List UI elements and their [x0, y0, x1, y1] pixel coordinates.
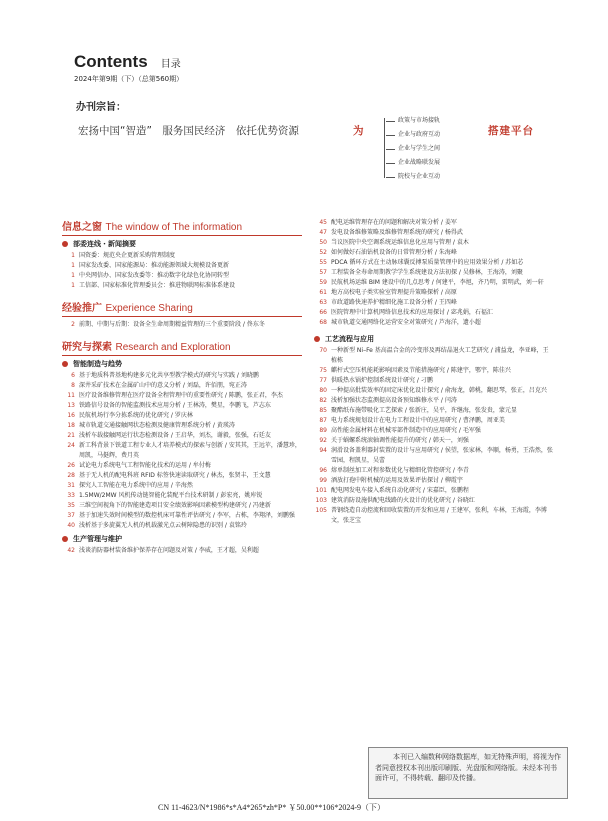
- toc-entry-title: 铁路信号设备的智能监测技术应用分析 / 王林涛，樊星，李鹏飞，芦志东: [79, 402, 271, 409]
- toc-entry: [62, 271, 302, 281]
- toc-entry: [62, 501, 302, 511]
- toc-page-number: 45: [319, 219, 327, 226]
- slogan-for: 为: [353, 125, 364, 137]
- toc-entry: [62, 421, 302, 431]
- toc-entry-title: 聚酯纸布施带吸化工艺探索 / 张新庄，吴平，许继海，张发贵，蒙元显: [331, 407, 517, 414]
- toc-entry-title: 如何做好石油钻机设备的日常管理分析 / 朱海峰: [331, 249, 457, 256]
- toc-entry: [314, 486, 554, 496]
- toc-entry: [314, 416, 554, 426]
- toc-entry-title: 关于蜗螺系统滚轴调性能提升的研究 / 韩天一，刘强: [331, 437, 469, 444]
- section-title-en: Experience Sharing: [105, 303, 193, 314]
- toc-page-number: 24: [67, 442, 75, 449]
- toc-entry: [314, 426, 554, 436]
- toc-entry-title: 浅析车载接触网运行状态检测设备 / 王启华，刘杰，谢毅，张强，石廷友: [79, 432, 271, 439]
- toc-entry-title: 工信部、国家标准化管理委员会：推进物联网标准体系建设: [79, 282, 236, 289]
- slogan-text: 宏扬中国“智造” 服务国民经济 依托优势资源: [78, 125, 299, 137]
- toc-entry: [314, 476, 554, 486]
- toc-entry-title: 地方高校电子类实验室管理提升策略探析 / 高原: [331, 289, 457, 296]
- toc-entry-title: 国家发改委、国家能源局：推动能源领域大规模设备更新: [79, 262, 230, 269]
- toc-entry: [314, 496, 554, 506]
- toc-entry-title: 电力系统规划设计在电力工程设计中的应用研究 / 曹泽鹏，周亚美: [331, 417, 505, 424]
- section-title-research: [62, 338, 302, 356]
- right-column: [314, 218, 554, 526]
- toc-entry-title: 民航机场行李分拣系统的优化研究 / 罗庆林: [79, 412, 193, 419]
- toc-entry-title: 前期、中期与后期：设备全生命周期精益管理的三个重要阶段 / 佟东冬: [79, 321, 265, 328]
- toc-entry: [62, 491, 302, 501]
- toc-entry: [314, 386, 554, 396]
- toc-entry-title: 润滑设备盖利器封装置的设计与应用研究 / 侯望，张家林，李顺，杨勇，王浩然，张雪园，程凯星，吴蕾: [331, 447, 553, 464]
- toc-page-number: 105: [315, 507, 327, 514]
- toc-entry: [62, 546, 302, 556]
- toc-page-number: 94: [319, 447, 327, 454]
- toc-entry: [62, 381, 302, 391]
- toc-page-number: 80: [319, 387, 327, 394]
- toc-page-number: 40: [67, 522, 75, 529]
- toc-page-number: 18: [67, 422, 75, 429]
- toc-page-number: 68: [319, 319, 327, 326]
- toc-page-number: 101: [315, 487, 327, 494]
- toc-page-number: 1: [71, 282, 75, 289]
- toc-page-number: 2: [71, 321, 75, 328]
- toc-page-number: 13: [67, 402, 75, 409]
- toc-entry: [62, 431, 302, 441]
- toc-page-number: 26: [67, 462, 75, 469]
- toc-entry-title: 一种新型 Ni–Fe 基高温合金的冷变形及再结晶退火工艺研究 / 浦益龙，李亚峰，王植栋: [331, 347, 549, 364]
- toc-entry-title: 国资委：规范央企更新采购管理制度: [79, 252, 176, 259]
- toc-page-number: 77: [319, 377, 327, 384]
- left-column: [62, 218, 302, 556]
- toc-entry: [314, 466, 554, 476]
- toc-list: [62, 320, 302, 330]
- toc-entry: [314, 318, 554, 328]
- aim-item: 企业与学生之间: [386, 142, 440, 156]
- toc-entry: [62, 461, 302, 471]
- copyright-notice: 本刊已入编数种网络数据库，如无特殊声明，将视为作者同意授权本刊出版印刷版、光盘版和网络版。未经本刊书面许可，不得转载、翻印及传播。: [368, 747, 568, 799]
- toc-entry: [314, 506, 554, 526]
- toc-entry-title: 试论电力系统电气工程智能化技术的运用 / 牟付梅: [79, 462, 211, 469]
- toc-entry-title: 配电运维管理存在的问题和解决对策分析 / 姜军: [331, 219, 457, 226]
- bullet-dot-icon: [62, 241, 68, 247]
- toc-entry: [314, 366, 554, 376]
- toc-entry: [62, 481, 302, 491]
- toc-entry: [62, 411, 302, 421]
- toc-entry: [62, 471, 302, 481]
- toc-page-number: 82: [319, 397, 327, 404]
- toc-entry-title: 一种提高批装效率的固定床优化设计探究 / 俞海龙，韩桃，翻思琴，张正，吕克兴: [331, 387, 547, 394]
- toc-page-number: 1: [71, 252, 75, 259]
- toc-entry: [62, 511, 302, 521]
- toc-entry: [62, 371, 302, 381]
- toc-entry-title: 探究人工智能在电力系统中的应用 / 辛海然: [79, 482, 193, 489]
- toc-page-number: 8: [71, 382, 75, 389]
- toc-page-number: 21: [67, 432, 75, 439]
- section-title-info: [62, 218, 302, 236]
- toc-entry: [314, 396, 554, 406]
- section-title-en: The window of The information: [105, 222, 243, 233]
- toc-page-number: 28: [67, 472, 75, 479]
- aim-label: 办刊宗旨：: [76, 102, 126, 113]
- toc-entry: [314, 218, 554, 228]
- toc-entry-title: 普钢绕造自动控流和回收装置的开发和应用 / 王建军，张利，车林，王海霞，李博文，张芝宝: [331, 507, 547, 524]
- toc-entry-title: 供暖热水锅炉控制系统设计研究 / 刁鹏: [331, 377, 433, 384]
- toc-page-number: 1: [71, 272, 75, 279]
- toc-entry: [314, 308, 554, 318]
- toc-entry-title: 市政道路快速养护精细化施工设备分析 / 王四峰: [331, 299, 457, 306]
- section-title-en: Research and Exploration: [115, 342, 231, 353]
- toc-entry: [314, 278, 554, 288]
- toc-page-number: 57: [319, 269, 327, 276]
- subsection-title: 部委连线・新闻摘要: [62, 239, 302, 249]
- toc-list: [62, 546, 302, 556]
- toc-entry: [314, 238, 554, 248]
- section-title-cn: 经验推广: [62, 303, 102, 314]
- toc-entry: [314, 258, 554, 268]
- toc-entry-title: 基于地质科普基地构建多元化共享型教学模式的研究与实践 / 刘晓鹏: [79, 372, 259, 379]
- toc-entry-title: 深井采矿技术在金属矿山中的意义分析 / 刘磊，许佰朋，宛正涛: [79, 382, 247, 389]
- toc-page-number: 42: [67, 547, 75, 554]
- toc-entry: [314, 446, 554, 466]
- aim-item: 企业与政府互动: [386, 128, 440, 142]
- toc-entry-title: 1.5MW/2MW 风机传动链智能化装配平台技术研制 / 彭宏亮，姚库锐: [79, 492, 263, 499]
- toc-entry: [314, 298, 554, 308]
- toc-page-number: 92: [319, 437, 327, 444]
- section-title-experience: [62, 299, 302, 317]
- toc-entry-title: 浅谈消防器材装备维护保养存在问题及对策 / 李威，王才超，吴利超: [79, 547, 259, 554]
- contents-title: Contents: [74, 52, 148, 71]
- toc-list: [62, 371, 302, 531]
- toc-entry-title: 浅析基于多旋翼无人机的机载激光点云树障隐患的识别 / 袁铭玲: [79, 522, 247, 529]
- toc-entry-title: 医疗设备维修管理在医疗设备全程管理中的重要性研究 / 陈鹏，张正君，李杰: [79, 392, 283, 399]
- toc-page-number: 1: [71, 262, 75, 269]
- toc-entry: [314, 268, 554, 278]
- toc-entry-title: 建筑消防设施供配电线路的火设计的优化研究 / 谷晓红: [331, 497, 475, 504]
- toc-page-number: 103: [315, 497, 327, 504]
- toc-list: [62, 251, 302, 291]
- aim-item: 企业战略联发展: [386, 156, 440, 170]
- toc-entry: [62, 391, 302, 401]
- toc-entry-title: 新工科背景下铁道工程专业人才培养模式的探索与创新 / 安其其，王远苹，潘慧珍，周凯，马挺辉，费月英: [79, 442, 301, 459]
- slogan-build: 搭建平台: [488, 125, 534, 137]
- bullet-dot-icon: [314, 336, 320, 342]
- toc-page-number: 75: [319, 367, 327, 374]
- toc-entry: [62, 441, 302, 461]
- toc-entry-title: PDCA 循环方式在主动脉球囊反搏泵质量管理中的应用效果分析 / 苏如芯: [331, 259, 524, 266]
- aim-items: [386, 114, 440, 184]
- toc-entry: [314, 436, 554, 446]
- toc-page-number: 61: [319, 289, 327, 296]
- toc-page-number: 6: [71, 372, 75, 379]
- toc-entry: [314, 346, 554, 366]
- toc-entry-title: 当议医院中央空调系统运维信息化应用与管理 / 袁木: [331, 239, 469, 246]
- toc-page-number: 96: [319, 467, 327, 474]
- toc-page-number: 31: [67, 482, 75, 489]
- toc-page-number: 55: [319, 259, 327, 266]
- bullet-dot-icon: [62, 361, 68, 367]
- contents-header: [74, 52, 183, 84]
- toc-page-number: 70: [319, 347, 327, 354]
- contents-title-cn: 目录: [160, 59, 181, 70]
- toc-page-number: 47: [319, 229, 327, 236]
- footer-code: CN 11-4623/N*1986*s*A4*265*zh*P* ￥50.00**106*2024-9（下）: [158, 803, 386, 812]
- toc-page-number: 52: [319, 249, 327, 256]
- toc-page-number: 33: [67, 492, 75, 499]
- toc-entry: [314, 248, 554, 258]
- toc-entry-title: 民航机场运维 BIM 建设中的几点思考 / 何建平，李旭，齐乃明，雷明武，刘一轩: [331, 279, 544, 286]
- toc-entry-title: 城市轨道交通网络化运营安全对策研究 / 芦海洋，遗小超: [331, 319, 481, 326]
- section-title-cn: 信息之窗: [62, 222, 102, 233]
- toc-page-number: 59: [319, 279, 327, 286]
- toc-entry: [62, 401, 302, 411]
- toc-page-number: 89: [319, 427, 327, 434]
- toc-page-number: 16: [67, 412, 75, 419]
- toc-entry: [314, 228, 554, 238]
- toc-entry: [62, 251, 302, 261]
- toc-page-number: 99: [319, 477, 327, 484]
- toc-entry-title: 麒杆式空压机能耗影响因素及节能措施研究 / 陈建宇，鄂宇，陈佳兴: [331, 367, 511, 374]
- toc-list: [314, 346, 554, 526]
- toc-page-number: 37: [67, 512, 75, 519]
- toc-entry-title: 浅析加强状态监测提高设备预知维修水平 / 闫涛: [331, 397, 457, 404]
- subsection-title: 生产管理与维护: [62, 534, 302, 544]
- subsection-title: 工艺流程与应用: [314, 334, 554, 344]
- toc-entry-title: 高性能金属材料在机械零部件制造中的应用研究 / 毛军强: [331, 427, 481, 434]
- toc-entry-title: 基于加速失效时间模型的数控机床可靠性评估研究 / 李军，占栋，李翔泽，刘鹏强: [79, 512, 295, 519]
- toc-entry: [314, 376, 554, 386]
- toc-entry-title: 配电网发电车接入系统自动化研究 / 宋嘉臣，张鹏程: [331, 487, 469, 494]
- toc-entry-title: 城市轨道交通接触网状态检测及健康管理系统分析 / 黄瑛涛: [79, 422, 235, 429]
- toc-list: [314, 218, 554, 328]
- toc-entry-title: 医院管理中计算机网络信息技术的应用探讨 / 宓兆娟，石福汇: [331, 309, 493, 316]
- toc-page-number: 66: [319, 309, 327, 316]
- toc-entry: [62, 261, 302, 271]
- subsection-title: 智能制造与趋势: [62, 359, 302, 369]
- toc-entry-title: 发电设备维修策略及维修管理系统的研究 / 杨得武: [331, 229, 463, 236]
- toc-entry: [314, 406, 554, 416]
- toc-entry: [314, 288, 554, 298]
- toc-entry: [62, 320, 302, 330]
- toc-page-number: 35: [67, 502, 75, 509]
- toc-page-number: 50: [319, 239, 327, 246]
- issue-line: 2024年第9期（下）（总第560期）: [74, 75, 184, 83]
- toc-entry-title: 基于无人机的配电科班 RFID 标签快速读取研究 / 林杰，张贤丰，王文慧: [79, 472, 271, 479]
- toc-entry-title: 熔单制丝加工对程参数优化与精细化管控研究 / 李青: [331, 467, 469, 474]
- section-title-cn: 研究与探索: [62, 342, 112, 353]
- bullet-dot-icon: [62, 536, 68, 542]
- toc-entry: [62, 521, 302, 531]
- toc-page-number: 11: [67, 392, 75, 399]
- toc-entry: [62, 281, 302, 291]
- toc-entry-title: 工程装备全寿命周期教学学生系统建设方法初探 / 吴修林，王海涛，刘聚: [331, 269, 523, 276]
- toc-entry-title: 中央网信办、国家发改委等：推动数字化绿色化协同转型: [79, 272, 230, 279]
- toc-page-number: 63: [319, 299, 327, 306]
- toc-page-number: 87: [319, 417, 327, 424]
- aim-item: 政策与市场接轨: [386, 114, 440, 128]
- aim-item: 院校与企业互动: [386, 170, 440, 184]
- toc-page-number: 85: [319, 407, 327, 414]
- toc-entry-title: 酒放打孢中附机械的运用及效果评估探讨 / 柳霞宇: [331, 477, 463, 484]
- toc-entry-title: 三维空间视角下的智能建造项目安全绩效影响因素模型构建研究 / 冯建新: [79, 502, 271, 509]
